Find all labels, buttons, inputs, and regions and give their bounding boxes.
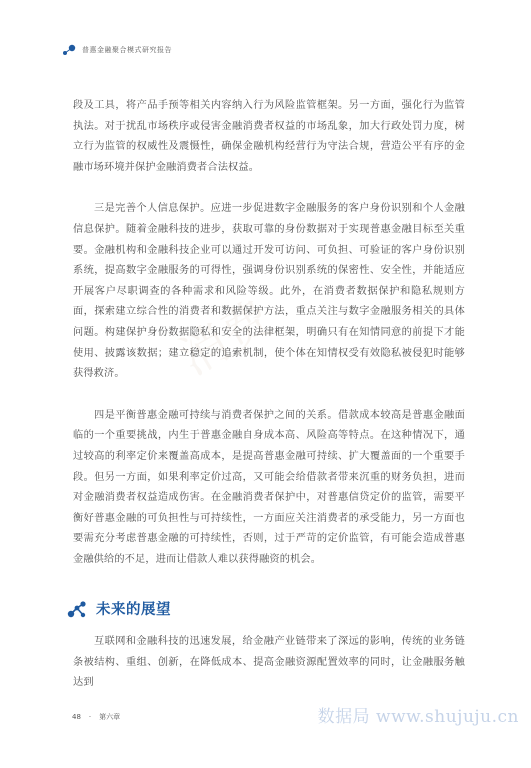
section-heading (66, 598, 171, 619)
section-title: 未来的展望 (96, 602, 171, 618)
center-watermark: 消费 (169, 290, 281, 387)
footer-separator: · (88, 713, 92, 721)
network-nodes-icon (66, 599, 88, 619)
paragraph-4: 互联网和金融科技的迅速发展，给金融产业链带来了深远的影响，传统的业务链条被结构、重组、创新，在降低成本、提高金融资源配置效率的同时，让金融服务触达到 (73, 636, 465, 689)
body-text-bottom (73, 632, 465, 694)
chapter-label: 第六章 (99, 713, 121, 721)
paragraph-1: 段及工具，将产品手预等相关内容纳入行为风险监管框架。另一方面，强化行为监管执法。对于扰乱市场秩序或侵害金融消费者权益的市场乱象，加大行政处罚力度，树立行为监管的权威性及震慑性，确保金融机构经营行为守法合规，营造公平有序的金融市场环境并保护金融消费者合法权益。 (73, 100, 465, 173)
site-watermark: 数据局 www.shujuju.cn (317, 707, 519, 727)
page-footer (72, 712, 120, 722)
molecule-logo-icon (62, 44, 76, 56)
body-text-top (73, 96, 465, 570)
paragraph-2: 三是完善个人信息保护。应进一步促进数字金融服务的客户身份识别和个人金融信息保护。随着金融科技的进步，获取可靠的身份数据对于实现普惠金融目标至关重要。金融机构和金融科技企业可以通过开发可访问、可负担、可验证的客户身份识别系统，提高数字金融服务的可得性，强调身份识别系统的保密性、安全性，并能适应开展客户尽职调查的各种需求和风险等级。此外，在消费者数据保护和隐私规则方面，探索建立综合性的消费者和数据保护方法，重点关注与数字金融服务相关的具体问题。构建保护身份数据隐私和安全的法律框架，明确只有在知情同意的前提下才能使用、披露该数据；建立稳定的追索机制，使个体在知情权受有效隐私被侵犯时能够获得救济。 (73, 203, 465, 380)
page-number: 48 (72, 713, 81, 721)
page-header (62, 44, 172, 56)
header-title: 普惠金融聚合模式研究报告 (82, 46, 172, 54)
paragraph-3: 四是平衡普惠金融可持续与消费者保护之间的关系。借款成本较高是普惠金融面临的一个重要挑战，内生于普惠金融自身成本高、风险高等特点。在这种情况下，通过较高的利率定价来覆盖高成本，是提高普惠金融可持续、扩大覆盖面的一个重要手段。但另一方面，如果利率定价过高，又可能会给借款者带来沉重的财务负担，进而对金融消费者权益造成伤害。在金融消费者保护中，对普惠信贷定价的监管，需要平衡好普惠金融的可负担性与可持续性，一方面应关注消费者的承受能力，另一方面也要需充分考虑普惠金融的可持续性，否则，过于严苛的定价监管，有可能会造成普惠金融供给的不足，进而让借款人难以获得融资的机会。 (73, 409, 465, 565)
